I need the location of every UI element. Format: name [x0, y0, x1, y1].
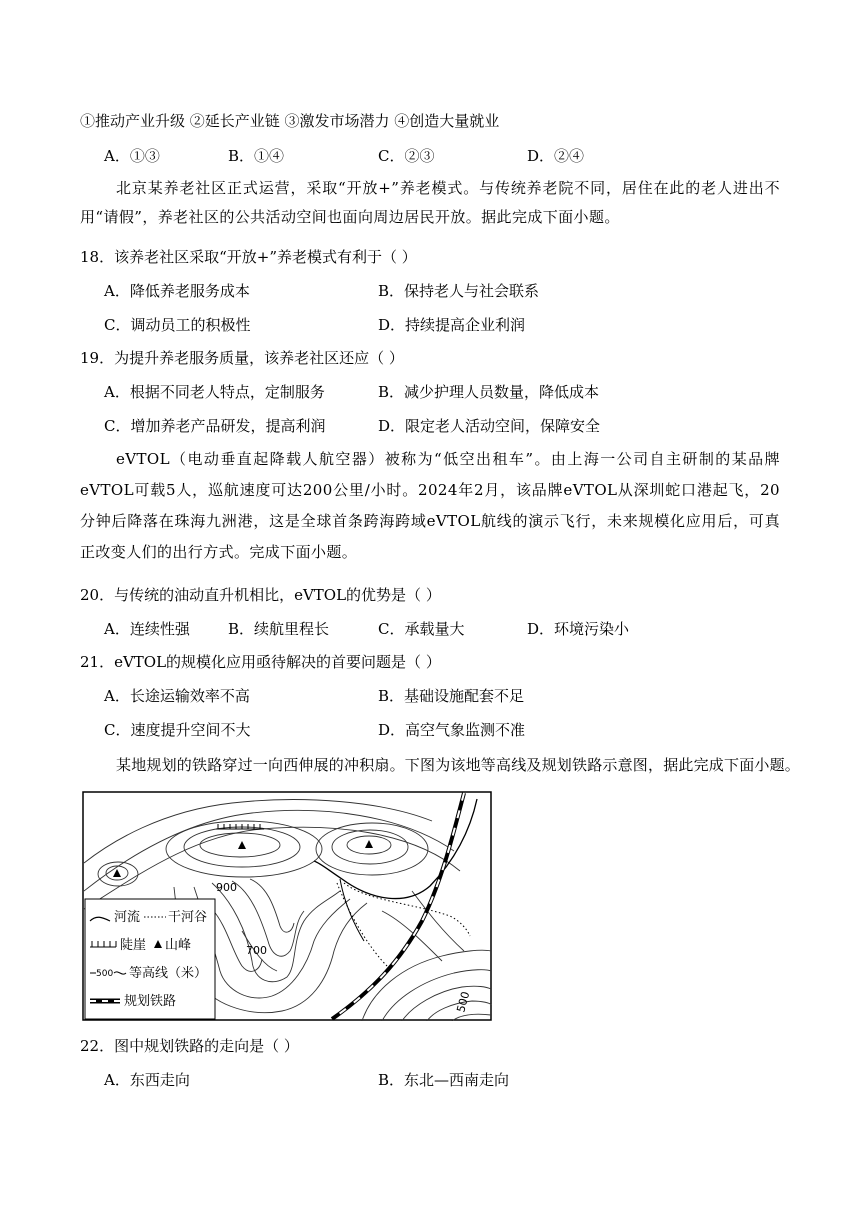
- q21-stem: 21．eVTOL的规模化应用亟待解决的首要问题是（ ）: [80, 653, 441, 671]
- q17-choice-c: C．②③: [378, 147, 435, 165]
- q18-option-c: C．调动员工的积极性: [104, 316, 251, 334]
- q18-stem: 18．该养老社区采取“开放+”养老模式有利于（ ）: [80, 248, 417, 266]
- passage-alluvial-fan: 某地规划的铁路穿过一向西伸展的冲积扇。下图为该地等高线及规划铁路示意图，据此完成下面小题。: [116, 756, 801, 774]
- legend-contour: 等高线（米）: [129, 966, 208, 981]
- legend-river: 河流: [114, 910, 141, 925]
- legend-contour-sample: 500: [96, 969, 114, 979]
- q17-choice-d: D．②④: [527, 147, 585, 165]
- passage-elderly-community: 北京某养老社区正式运营，采取“开放+”养老模式。与传统养老院不同，居住在此的老人进出不用“请假”，养老社区的公共活动空间也面向周边居民开放。据此完成下面小题。: [80, 179, 780, 226]
- q19-option-c: C．增加养老产品研发，提高利润: [104, 417, 326, 435]
- q19-option-d: D．限定老人活动空间，保障安全: [378, 417, 601, 435]
- passage-evtol: eVTOL（电动垂直起降载人航空器）被称为“低空出租车”。由上海一公司自主研制的某品牌eVTOL可载5人，巡航速度可达200公里/小时。2024年2月，该品牌eVTOL从深圳蛇口港起飞，20分钟后降落在珠海九洲港，这是全球首条跨海跨域eVTOL航线的演示飞行，未来规模化应用后，可真正改变人们的出行方式。完成下面小题。: [80, 450, 780, 561]
- legend-cliff: 陡崖: [120, 938, 147, 953]
- q21-option-c: C．速度提升空间不大: [104, 721, 251, 739]
- q21-option-d: D．高空气象监测不准: [378, 721, 526, 739]
- legend-dry-valley: 干河谷: [168, 910, 208, 925]
- q22-option-b: B．东北—西南走向: [378, 1071, 510, 1089]
- q18-option-d: D．持续提高企业利润: [378, 316, 526, 334]
- contour-label-500: 500: [454, 990, 473, 1014]
- q17-choice-b: B．①④: [228, 147, 285, 165]
- legend-peak: 山峰: [165, 938, 192, 953]
- contour-label-700: 700: [246, 944, 267, 957]
- q21-option-b: B．基础设施配套不足: [378, 687, 525, 705]
- contour-label-900: 900: [216, 881, 237, 894]
- q20-option-b: B．续航里程长: [228, 620, 330, 638]
- q20-option-d: D．环境污染小: [527, 620, 630, 638]
- q18-option-a: A．降低养老服务成本: [104, 282, 250, 300]
- q18-option-b: B．保持老人与社会联系: [378, 282, 540, 300]
- legend-railway: 规划铁路: [124, 994, 177, 1009]
- q19-option-b: B．减少护理人员数量，降低成本: [378, 383, 600, 401]
- q22-option-a: A．东西走向: [104, 1071, 190, 1089]
- q17-choice-a: A．①③: [104, 147, 160, 165]
- q19-option-a: A．根据不同老人特点，定制服务: [104, 383, 325, 401]
- q20-option-a: A．连续性强: [104, 620, 190, 638]
- contour-map: [82, 791, 492, 1021]
- q20-stem: 20．与传统的油动直升机相比，eVTOL的优势是（ ）: [80, 586, 441, 604]
- q21-option-a: A．长途运输效率不高: [104, 687, 250, 705]
- q19-stem: 19．为提升养老服务质量，该养老社区还应（ ）: [80, 349, 404, 367]
- q20-option-c: C．承载量大: [378, 620, 465, 638]
- map-legend: [85, 899, 215, 1019]
- q22-stem: 22．图中规划铁路的走向是（ ）: [80, 1037, 299, 1055]
- q17-statements: ①推动产业升级 ②延长产业链 ③激发市场潜力 ④创造大量就业: [80, 112, 500, 130]
